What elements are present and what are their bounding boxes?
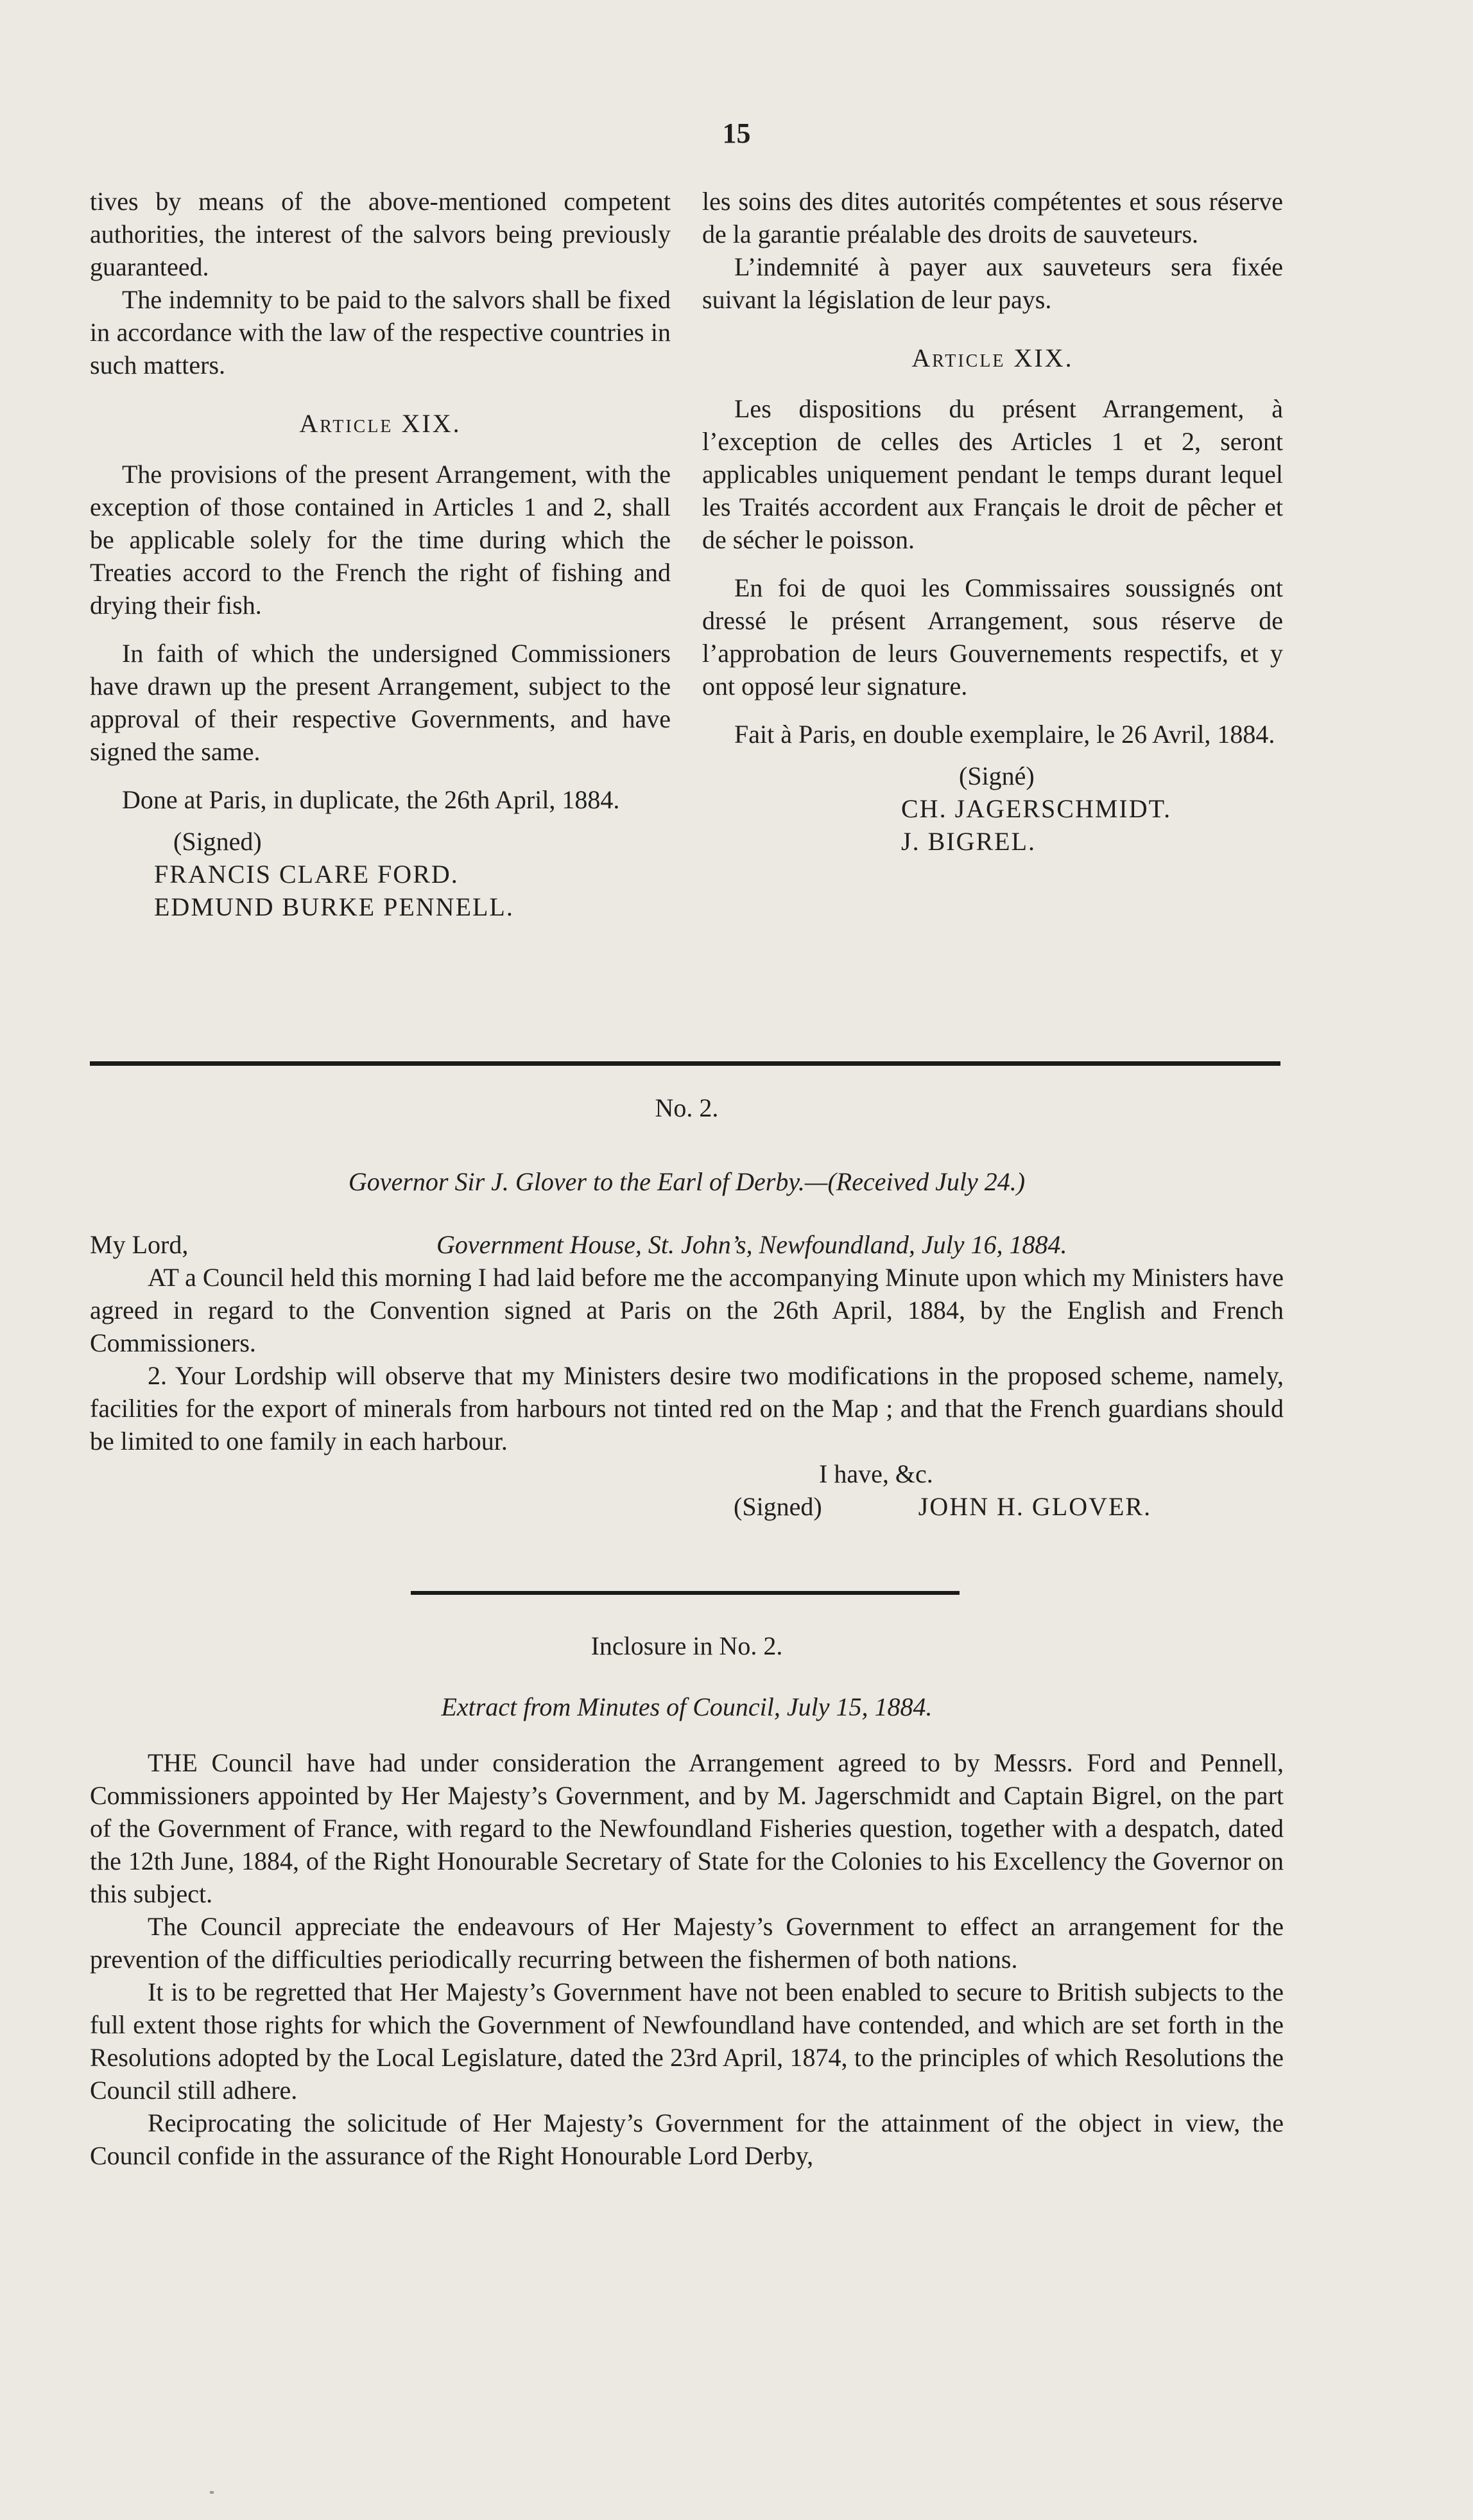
inclosure-paragraph-2: The Council appreciate the endeavours of Her Majesty’s Government to effect an arrangement for the prevention of the difficulties periodically recurring between the fishermen of both nations.	[90, 1912, 1284, 1974]
french-done-at: Fait à Paris, en double exemplaire, le 26 Avril, 1884.	[734, 720, 1275, 749]
inclosure-body	[90, 1746, 1284, 2172]
inclosure-divider-rule	[411, 1591, 960, 1595]
french-signatory-2: J. BIGREL.	[901, 827, 1036, 856]
letter-paragraph-1: AT a Council held this morning I had laid before me the accompanying Minute upon which my Ministers have agreed in regard to the Convention signed at Paris on the 26th April, 1884, by the English and French Commissioners.	[90, 1263, 1284, 1357]
english-signatory-2: EDMUND BURKE PENNELL.	[154, 892, 514, 921]
letter-paragraph-2: 2. Your Lordship will observe that my Ministers desire two modifications in the proposed scheme, namely, facilities for the export of minerals from harbours not tinted red on the Map ; and that the French guardians should be limited to one family in each harbour.	[90, 1361, 1284, 1456]
page-number: 15	[722, 117, 751, 149]
english-article-heading: Article XIX.	[299, 409, 461, 438]
letter-number: No. 2.	[655, 1093, 719, 1122]
french-article-paragraph: Les dispositions du présent Arrangement, à l’exception de celles des Articles 1 et 2, seront applicables uniquement pendant le temps durant lequel les Traités accordent aux Français le droit de pêcher et de sécher le poisson.	[702, 394, 1283, 554]
inclosure-paragraph-3: It is to be regretted that Her Majesty’s Government have not been enabled to secure to British subjects to the full extent those rights for which the Government of Newfoundland have contended, and which are set forth in the Resolutions adopted by the Local Legislature, dated the 23rd April, 1874, to the principles of which Resolutions the Council still adhere.	[90, 1977, 1284, 2105]
french-article-heading: Article XIX.	[911, 343, 1074, 372]
english-intro-paragraph: tives by means of the above-mentioned competent authorities, the interest of the salvors being previously guaranteed.	[90, 187, 671, 281]
french-faith-paragraph: En foi de quoi les Commissaires soussignés ont dressé le présent Arrangement, sous réserve de l’approbation de leurs Gouvernements respectifs, et y ont opposé leur signature.	[702, 573, 1283, 700]
english-indemnity-paragraph: The indemnity to be paid to the salvors shall be fixed in accordance with the law of the respective countries in such matters.	[90, 285, 671, 379]
letter-signed-label: (Signed)	[734, 1492, 822, 1521]
english-done-at: Done at Paris, in duplicate, the 26th April, 1884.	[122, 785, 620, 814]
inclosure-subheading: Extract from Minutes of Council, July 15, 1884.	[441, 1692, 933, 1721]
letter-dateline-row	[90, 1228, 1284, 1261]
inclosure-paragraph-1: THE Council have had under consideration the Arrangement agreed to by Messrs. Ford and Pennell, Commissioners appointed by Her Majesty’s Government, and by M. Jagerschmidt and Captain Bigrel, on the part of the Government of France, with regard to the Newfoundland Fisheries question, together with a despatch, dated the 12th June, 1884, of the Right Honourable Secretary of State for the Colonies to his Excellency the Governor on this subject.	[90, 1748, 1284, 1908]
letter-signature	[90, 1490, 1284, 1523]
inclosure-heading: Inclosure in No. 2.	[590, 1631, 783, 1660]
english-article-paragraph: The provisions of the present Arrangement, with the exception of those contained in Articles 1 and 2, shall be applicable solely for the time during which the Treaties accord to the French the right of fishing and drying their fish.	[90, 460, 671, 620]
french-indemnity-paragraph: L’indemnité à payer aux sauveteurs sera fixée suivant la législation de leur pays.	[702, 252, 1283, 314]
inclosure-paragraph-4: Reciprocating the solicitude of Her Majesty’s Government for the attainment of the object in view, the Council confide in the assurance of the Right Honourable Lord Derby,	[90, 2108, 1284, 2170]
english-faith-paragraph: In faith of which the undersigned Commissioners have drawn up the present Arrangement, subject to the approval of their respective Governments, and have signed the same.	[90, 639, 671, 766]
letter-body	[90, 1228, 1284, 1523]
letter-heading: Governor Sir J. Glover to the Earl of Derby.—(Received July 24.)	[348, 1167, 1026, 1196]
english-signed-label: (Signed)	[173, 827, 262, 856]
letter-salutation: My Lord,	[90, 1230, 189, 1259]
french-signatory-1: CH. JAGERSCHMIDT.	[901, 794, 1172, 823]
english-signatory-1: FRANCIS CLARE FORD.	[154, 860, 459, 889]
letter-closing: I have, &c.	[819, 1459, 933, 1488]
section-divider-rule	[90, 1061, 1280, 1066]
print-speck	[210, 2491, 214, 2494]
letter-dateline: Government House, St. John’s, Newfoundland, July 16, 1884.	[436, 1230, 1067, 1259]
french-signed-label: (Signé)	[959, 761, 1035, 790]
english-column	[90, 185, 671, 923]
french-intro-paragraph: les soins des dites autorités compétentes et sous réserve de la garantie préalable des droits de sauveteurs.	[702, 187, 1283, 248]
letter-signer: JOHN H. GLOVER.	[918, 1492, 1152, 1521]
french-column	[702, 185, 1283, 858]
